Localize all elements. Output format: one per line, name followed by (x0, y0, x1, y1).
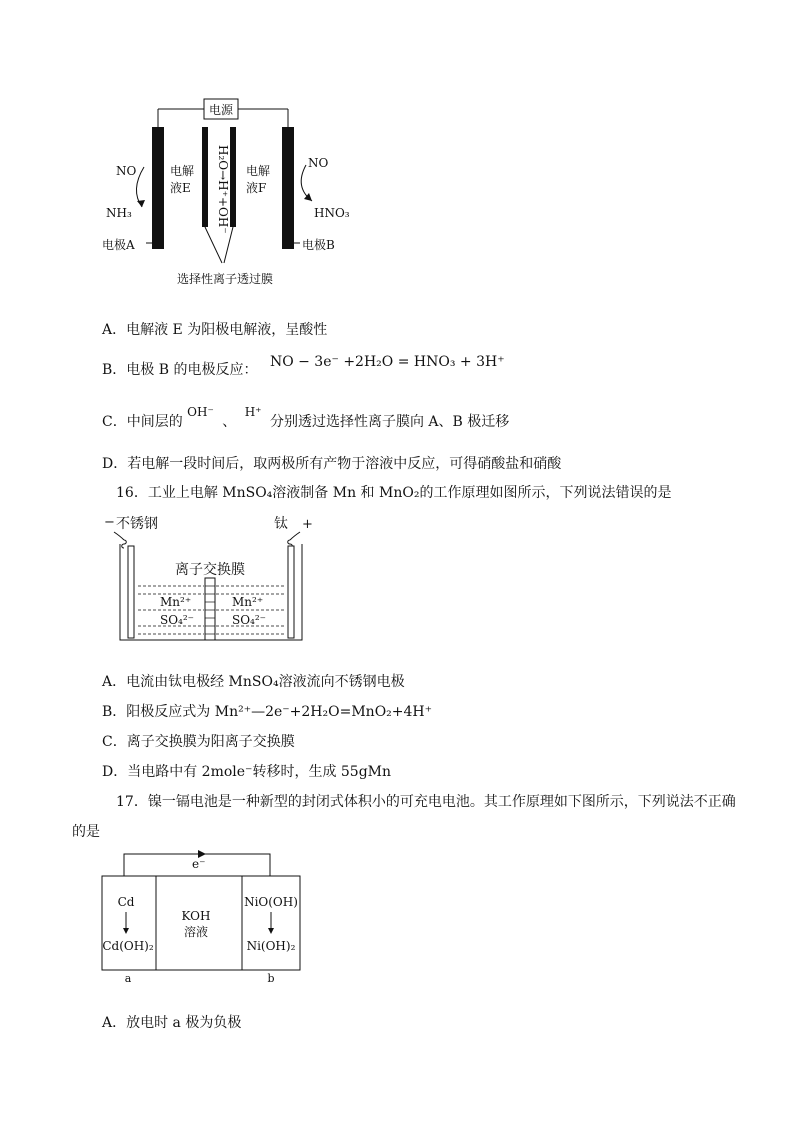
q15-option-c-oh: OH⁻ (187, 405, 214, 419)
hno3-label: HNO₃ (314, 206, 350, 220)
q16-option-b: B．阳极反应式为 Mn²⁺—2e⁻+2H₂O=MnO₂+4H⁺ (102, 704, 433, 720)
electrode-a-label: 电极A (102, 238, 135, 252)
figure-nicd-battery (98, 848, 308, 988)
q15-option-c-suffix: 分别透过选择性离子膜向 A、B 极迁移 (269, 414, 510, 430)
q15-option-c-sep: 、 (222, 414, 237, 430)
so4-ion-right: SO₄²⁻ (232, 613, 267, 627)
mn-ion-right: Mn²⁺ (232, 595, 264, 609)
q17-option-a: A．放电时 a 极为负极 (102, 1015, 242, 1031)
figure-no-electrolysis (100, 95, 390, 295)
minus-sign: − (104, 515, 115, 530)
electrolyte-e-label-2: 液E (170, 181, 191, 195)
nh3-label: NH₃ (106, 206, 132, 220)
electrode-a-bar (152, 127, 164, 249)
q17-stem-line-1: 17．镍一镉电池是一种新型的封闭式体积小的可充电电池。其工作原理如下图所示，下列说法不正确 (116, 794, 736, 810)
q15-option-d: D．若电解一段时间后，取两极所有产物于溶液中反应，可得硝酸盐和硝酸 (102, 456, 562, 472)
electrolyte-e-label-1: 电解 (170, 164, 195, 178)
electrolyte-f-label-2: 液F (246, 181, 267, 195)
q15-option-c (102, 405, 510, 432)
power-label: 电源 (208, 103, 234, 117)
q16-stem: 16．工业上电解 MnSO₄溶液制备 Mn 和 MnO₂的工作原理如图所示，下列说法错误的是 (116, 485, 672, 501)
electrolyte-f-label-1: 电解 (246, 164, 271, 178)
q17-stem-line-2: 的是 (72, 824, 100, 840)
q16-option-a: A．电流由钛电极经 MnSO₄溶液流向不锈钢电极 (102, 674, 405, 690)
cd-label: Cd (117, 895, 135, 909)
no-left-label: NO (116, 164, 137, 178)
titanium-label: 钛 (274, 516, 288, 532)
membrane-title: 离子交换膜 (175, 562, 245, 578)
stainless-steel-label: 不锈钢 (116, 516, 158, 532)
so4-ion-left: SO₄²⁻ (160, 613, 195, 627)
no-right-label: NO (308, 156, 329, 170)
ion-exchange-membrane (205, 578, 215, 640)
electrode-a-letter: a (124, 972, 132, 985)
mn-ion-left: Mn²⁺ (160, 595, 192, 609)
stainless-electrode (128, 546, 134, 638)
membrane-left (202, 127, 208, 227)
koh-label: KOH (181, 909, 211, 923)
battery-cell (102, 876, 300, 970)
electron-label: e⁻ (192, 857, 206, 871)
q15-option-b-text: B．电极 B 的电极反应： (102, 362, 258, 378)
ni-oh2-label: Ni(OH)₂ (246, 939, 296, 953)
electrode-b-label: 电极B (302, 238, 335, 252)
membrane-label: 选择性离子透过膜 (176, 272, 274, 286)
q15-option-c-prefix: C．中间层的 (102, 414, 183, 430)
middle-reaction: H₂O→H⁺+OH⁻ (216, 145, 230, 234)
q15-option-b-equation: NO − 3e⁻ +2H₂O = HNO₃ + 3H⁺ (269, 354, 505, 370)
q16-option-d: D．当电路中有 2mole⁻转移时，生成 55gMn (102, 764, 392, 780)
electrode-b-letter: b (267, 972, 275, 985)
q15-option-c-h: H⁺ (244, 405, 262, 419)
q15-option-b (102, 354, 505, 380)
electrode-b-bar (282, 127, 294, 249)
solution-label: 溶液 (183, 925, 209, 939)
q15-option-a: A．电解液 E 为阳极电解液，呈酸性 (102, 322, 328, 338)
plus-sign: + (302, 517, 313, 532)
nio-oh-label: NiO(OH) (244, 895, 298, 909)
cd-oh2-label: Cd(OH)₂ (102, 939, 154, 953)
figure-mnso4-electrolysis (100, 510, 330, 650)
q16-option-c: C．离子交换膜为阳离子交换膜 (102, 734, 295, 750)
titanium-electrode (288, 546, 294, 638)
